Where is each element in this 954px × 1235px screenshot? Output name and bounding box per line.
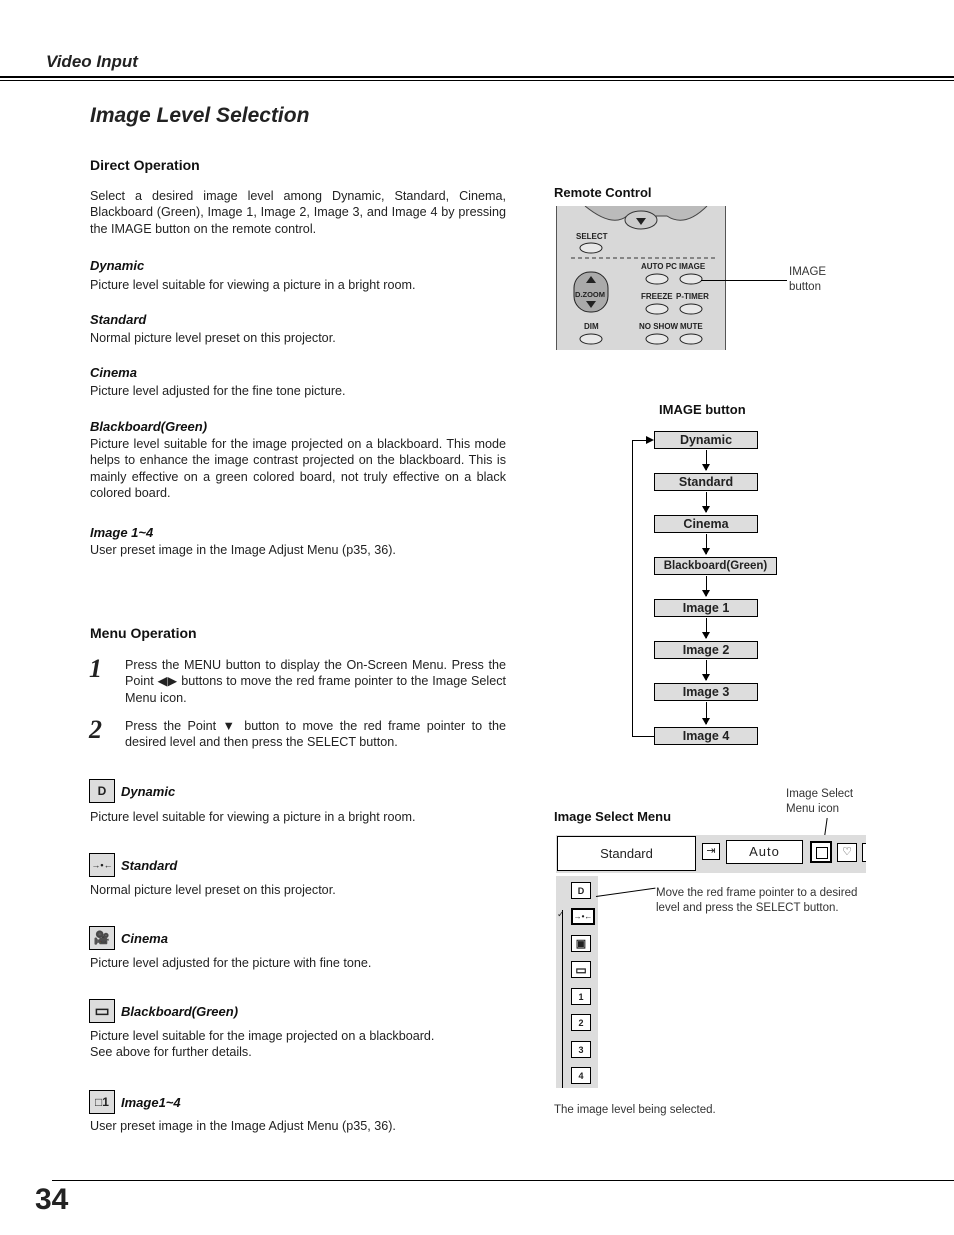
- menu-term-standard: Standard: [121, 858, 178, 873]
- remote-ptimer-label: P-TIMER: [676, 292, 709, 301]
- flow-loop-line: [632, 440, 633, 737]
- menu-desc-image: User preset image in the Image Adjust Menu (p35, 36).: [90, 1119, 396, 1133]
- image-select-icon-callout: Image Select Menu icon: [786, 788, 854, 815]
- current-level-display: Standard: [557, 836, 696, 871]
- remote-autopc-label: AUTO PC: [641, 262, 677, 271]
- menu-desc-standard: Normal picture level preset on this projector.: [90, 883, 336, 897]
- term-standard: Standard: [90, 312, 147, 327]
- level-image2-icon[interactable]: 2: [571, 1014, 591, 1031]
- page-title: Image Level Selection: [90, 104, 310, 127]
- auto-display: Auto: [726, 840, 803, 864]
- desc-standard: Normal picture level preset on this projector.: [90, 331, 336, 345]
- section-title: Video Input: [46, 52, 138, 71]
- remote-dzoom-label: D.ZOOM: [575, 290, 605, 299]
- flow-dynamic: Dynamic: [654, 431, 758, 449]
- flow-arrow: [706, 492, 707, 512]
- flow-loop-arrow-icon: [646, 436, 654, 444]
- pointer-callout-line: [596, 888, 656, 897]
- menu-desc-blackboard: Picture level suitable for the image projected on a blackboard. See above for further details.: [90, 1029, 435, 1060]
- menu-operation-heading: Menu Operation: [90, 625, 197, 641]
- desc-dynamic: Picture level suitable for viewing a picture in a bright room.: [90, 278, 416, 292]
- remote-control-image: [556, 206, 726, 350]
- flow-arrow: [706, 534, 707, 554]
- step-1-number: 1: [89, 654, 102, 683]
- level-blackboard-icon[interactable]: ▭: [571, 961, 591, 978]
- term-cinema: Cinema: [90, 365, 137, 380]
- desc-cinema: Picture level adjusted for the fine tone picture.: [90, 384, 346, 398]
- remote-select-label: SELECT: [576, 232, 608, 241]
- flow-image2: Image 2: [654, 641, 758, 659]
- remote-mute-label: MUTE: [680, 322, 703, 331]
- standard-icon: →•←: [89, 853, 115, 877]
- direct-intro: Select a desired image level among Dynamic, Standard, Cinema, Blackboard (Green), Image 1, Image 2, Image 3, and Image 4 by pressing the IMAGE button on the remote control.: [90, 189, 506, 236]
- level-dynamic-icon[interactable]: D: [571, 882, 591, 899]
- selected-indicator-line: [562, 910, 563, 1088]
- image-button-callout: IMAGE button: [789, 266, 827, 293]
- step-2-number: 2: [89, 715, 102, 744]
- flow-blackboard: Blackboard(Green): [654, 557, 777, 575]
- level-cinema-icon[interactable]: ▣: [571, 935, 591, 952]
- input-icon: ⇥: [702, 843, 720, 860]
- menu-term-blackboard: Blackboard(Green): [121, 1004, 239, 1019]
- level-image1-icon[interactable]: 1: [571, 988, 591, 1005]
- flow-arrow: [706, 702, 707, 724]
- menu-term-cinema: Cinema: [121, 931, 168, 946]
- remote-control-heading: Remote Control: [554, 185, 652, 200]
- page-number: 34: [35, 1183, 69, 1216]
- menu-desc-dynamic: Picture level suitable for viewing a picture in a bright room.: [90, 810, 416, 824]
- remote-noshow-label: NO SHOW: [639, 322, 679, 331]
- remote-freeze-label: FREEZE: [641, 292, 673, 301]
- image-icon: □1: [89, 1090, 115, 1114]
- desc-image: User preset image in the Image Adjust Menu (p35, 36).: [90, 543, 396, 557]
- flow-arrow: [706, 618, 707, 638]
- image-button-callout-line: [701, 280, 787, 281]
- flow-arrow: [706, 576, 707, 596]
- level-image3-icon[interactable]: 3: [571, 1041, 591, 1058]
- level-image4-icon[interactable]: 4: [571, 1067, 591, 1084]
- image-select-menu-heading: Image Select Menu: [554, 809, 672, 824]
- footer-rule: [52, 1180, 954, 1181]
- term-image: Image 1~4: [90, 525, 154, 540]
- step-2-text: Press the Point ▼ button to move the red frame pointer to the desired level and then press the SELECT button.: [125, 719, 506, 750]
- flow-arrow: [706, 450, 707, 470]
- flow-title: IMAGE button: [659, 402, 746, 417]
- direct-operation-heading: Direct Operation: [90, 157, 200, 173]
- level-standard-icon[interactable]: →•←: [571, 908, 595, 925]
- term-blackboard: Blackboard(Green): [90, 419, 208, 434]
- selected-level-note: The image level being selected.: [554, 1104, 716, 1116]
- flow-arrow: [706, 660, 707, 680]
- term-dynamic: Dynamic: [90, 258, 145, 273]
- check-icon: ✓: [557, 909, 565, 919]
- flow-image4: Image 4: [654, 727, 758, 745]
- menu-term-image: Image1~4: [121, 1095, 181, 1110]
- menu-term-dynamic: Dynamic: [121, 784, 176, 799]
- flow-cinema: Cinema: [654, 515, 758, 533]
- header-rule-thin: [0, 80, 954, 81]
- next-menu-icon: [862, 843, 866, 862]
- cinema-icon: 🎥: [89, 926, 115, 950]
- menu-desc-cinema: Picture level adjusted for the picture with fine tone.: [90, 956, 372, 970]
- flow-image3: Image 3: [654, 683, 758, 701]
- flow-image1: Image 1: [654, 599, 758, 617]
- pointer-callout: Move the red frame pointer to a desired level and press the SELECT button.: [656, 887, 858, 914]
- flow-standard: Standard: [654, 473, 758, 491]
- remote-image-label: IMAGE: [679, 262, 706, 271]
- desc-blackboard: Picture level suitable for the image projected on a blackboard. This mode helps to enhance the image contrast projected on the blackboard. This is mainly effective on a green colored board, not truly effective on a black colored board.: [90, 437, 506, 501]
- flow-loop-bottom: [632, 736, 654, 737]
- image-select-menu-icon[interactable]: [810, 841, 832, 863]
- blackboard-icon: ▭: [89, 999, 115, 1023]
- dynamic-icon: D: [89, 779, 115, 803]
- header-rule: [0, 76, 954, 78]
- step-1-text: Press the MENU button to display the On-Screen Menu. Press the Point ◀▶ buttons to move the red frame pointer to the Image Select Menu icon.: [125, 658, 506, 705]
- image-adjust-icon[interactable]: ♡: [837, 843, 857, 862]
- remote-dim-label: DIM: [584, 322, 599, 331]
